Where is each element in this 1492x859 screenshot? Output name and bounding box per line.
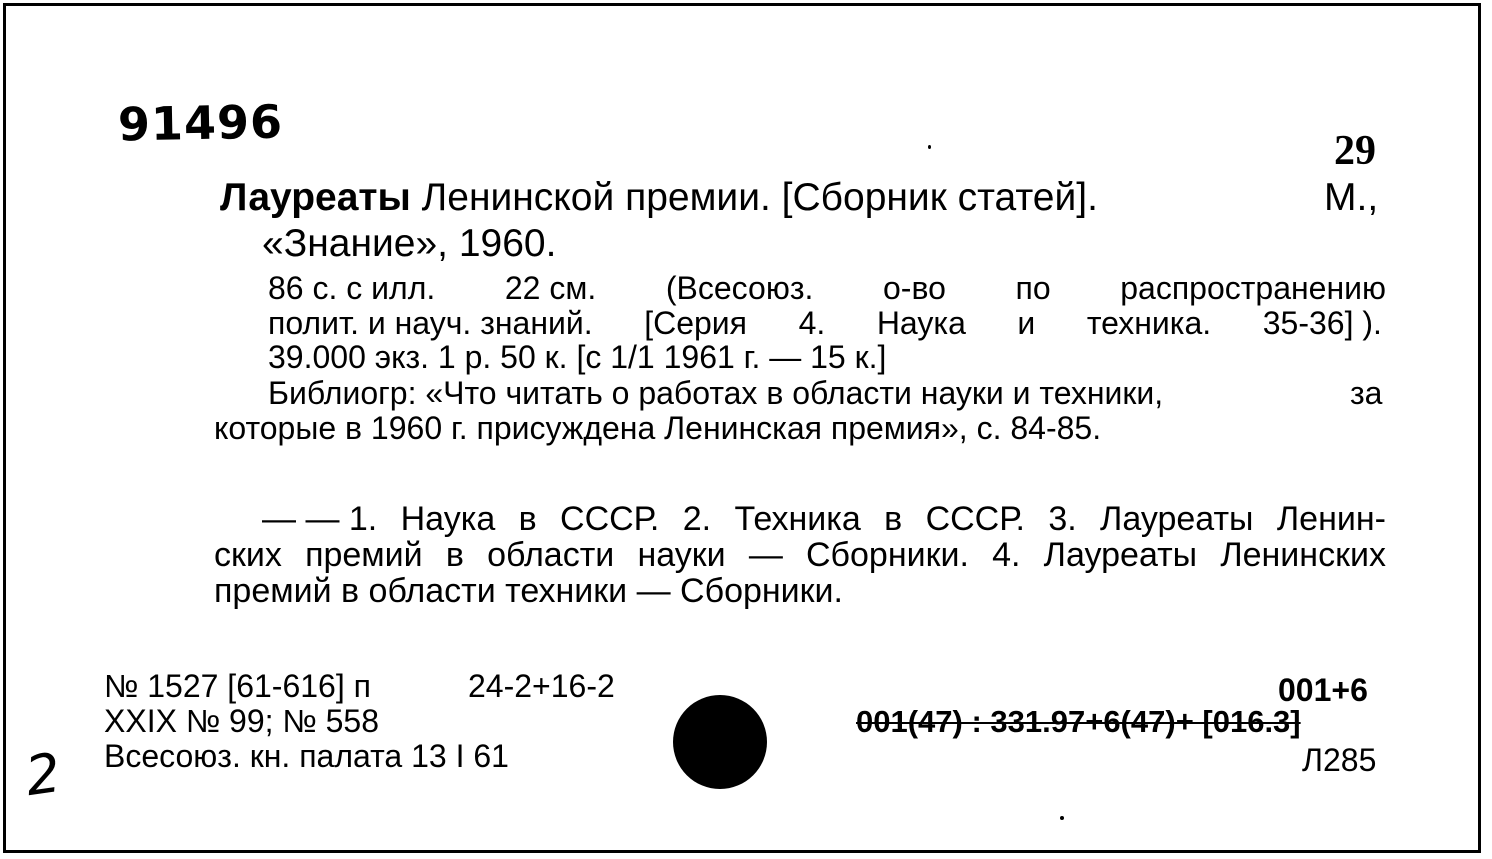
publisher-line: «Знание», 1960. [262,222,557,265]
collation-segment: 4. [798,305,826,341]
subject-segment: Техника [734,500,861,538]
subject-segment: 4. [992,536,1021,574]
speck-mark [1060,816,1064,820]
subject-segment: Ленинских [1220,536,1386,574]
collation-segment: техника. [1086,305,1212,341]
collation-line-1 [268,272,1386,304]
collation-line-2 [268,307,1382,339]
subjects-line-3: премий в области техники — Сборники. [214,572,843,610]
subject-segment: области [487,536,615,574]
subjects-line-2 [214,538,1386,572]
title-rest: Ленинской премии. [Сборник статей]. [421,176,1098,219]
collation-segment: по [1015,270,1051,306]
subject-segment: СССР. [560,500,660,538]
subject-segment: Наука [400,500,496,538]
subject-segment: науки [637,536,726,574]
subject-segment: в [884,500,903,538]
bibliography-line-2: которые в 1960 г. присуждена Ленинская премия», с. 84-85. [214,410,1102,446]
subject-segment: — — 1. [262,500,378,538]
speck-mark [928,145,931,149]
subject-segment: Лауреаты [1043,536,1198,574]
place: М., [1324,176,1379,219]
subject-segment: 3. [1048,500,1077,538]
title-line [220,178,1098,217]
collation-segment: и [1017,305,1036,341]
subject-segment: ских [214,536,282,574]
footer-left-line-1a: № 1527 [61-616] п [104,668,371,704]
collation-segment: 22 см. [504,270,597,306]
footer-right-line-1: 001+6 [1278,672,1368,708]
subject-segment: 2. [682,500,712,538]
subject-segment: в [518,500,537,538]
subject-segment: — [748,536,783,574]
subject-segment: премий [305,536,423,574]
footer-left-line-3: Всесоюз. кн. палата 13 I 61 [104,738,509,774]
inventory-number: 91496 [117,94,284,152]
collation-segment: [Серия [644,305,747,341]
subject-segment: Сборники. [806,536,969,574]
collation-line-3: 39.000 экз. 1 р. 50 к. [с 1/1 1961 г. — 15 к.] [268,339,887,375]
title-bold: Лауреаты [220,176,411,219]
handwritten-mark: 2 [21,740,65,809]
bibliography-line-1-end: за [1350,375,1383,411]
footer-right-line-2: 001(47) : 331.97+6(47)+ [016.3] [856,704,1301,739]
footer-right-line-3: Л285 [1302,742,1377,778]
collation-segment: распространению [1120,270,1386,306]
corner-number: 29 [1334,128,1376,174]
subject-segment: в [445,536,464,574]
collation-segment: 86 с. с илл. [268,270,436,306]
collation-segment: (Всесоюз. [665,270,814,306]
footer-left-line-2: XXIX № 99; № 558 [104,703,380,739]
subjects-line-1 [262,502,1386,536]
collation-segment: Наука [876,305,966,341]
collation-segment: о-во [882,270,946,306]
collation-segment: 35-36] ). [1262,305,1382,341]
subject-segment: Лауреаты [1100,500,1254,538]
punch-hole [673,695,767,789]
bibliography-line-1: Библиогр: «Что читать о работах в области науки и техники, [268,375,1164,411]
subject-segment: Ленин- [1276,500,1386,538]
footer-left-line-1b: 24-2+16-2 [468,668,615,704]
collation-segment: полит. и науч. знаний. [268,305,593,341]
subject-segment: СССР. [925,500,1025,538]
